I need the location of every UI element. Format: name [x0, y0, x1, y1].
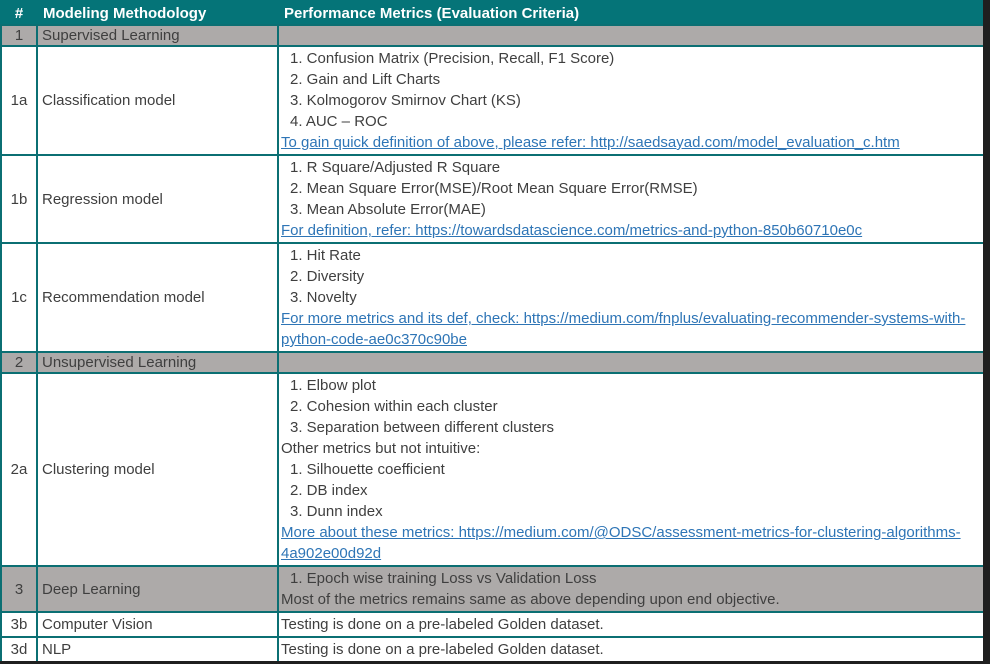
header-row	[1, 1, 987, 25]
table-row-1b	[1, 155, 987, 243]
metrics-line: 2. DB index	[290, 482, 368, 499]
metrics-cell	[278, 352, 987, 373]
row-number: 3b	[1, 612, 37, 637]
section-row-2	[1, 352, 987, 373]
methodology-cell: Clustering model	[37, 373, 278, 566]
methodology-cell: Classification model	[37, 46, 278, 155]
metrics-cell	[278, 566, 987, 612]
metrics-link[interactable]: To gain quick definition of above, please refer: http://saedsayad.com/model_evaluation_c.htm	[281, 134, 900, 151]
metrics-line: 1. Elbow plot	[290, 377, 376, 394]
table-row-2a	[1, 373, 987, 566]
metrics-line: Testing is done on a pre-labeled Golden dataset.	[281, 616, 604, 633]
row-number: 1b	[1, 155, 37, 243]
methodology-cell: Deep Learning	[37, 566, 278, 612]
methodology-cell: Supervised Learning	[37, 25, 278, 46]
row-number: 3	[1, 566, 37, 612]
table-row-3d	[1, 637, 987, 663]
header-number: #	[1, 1, 37, 25]
metrics-line: 2. Cohesion within each cluster	[290, 398, 498, 415]
metrics-line: 3. Kolmogorov Smirnov Chart (KS)	[290, 92, 521, 109]
methodology-cell: NLP	[37, 637, 278, 663]
header-methodology: Modeling Methodology	[37, 1, 278, 25]
metrics-line: 1. Confusion Matrix (Precision, Recall, F1 Score)	[290, 50, 615, 67]
row-number: 1a	[1, 46, 37, 155]
methodology-cell: Computer Vision	[37, 612, 278, 637]
metrics-cell	[278, 155, 987, 243]
metrics-line: 3. Mean Absolute Error(MAE)	[290, 201, 486, 218]
section-row-1	[1, 25, 987, 46]
metrics-line: Most of the metrics remains same as above depending upon end objective.	[281, 591, 780, 608]
metrics-line: 1. Silhouette coefficient	[290, 461, 445, 478]
methodology-cell: Recommendation model	[37, 243, 278, 352]
metrics-line: 2. Diversity	[290, 268, 365, 285]
section-row-3	[1, 566, 987, 612]
metrics-cell	[278, 243, 987, 352]
row-number: 3d	[1, 637, 37, 663]
table-header	[1, 1, 987, 25]
metrics-line: Other metrics but not intuitive:	[281, 440, 481, 457]
table-row-1a	[1, 46, 987, 155]
row-number: 2a	[1, 373, 37, 566]
metrics-line: 4. AUC – ROC	[290, 113, 388, 130]
metrics-cell	[278, 373, 987, 566]
metrics-line: 1. Hit Rate	[290, 247, 361, 264]
metrics-line: 3. Novelty	[290, 289, 357, 306]
metrics-line: 1. Epoch wise training Loss vs Validation Loss	[290, 570, 597, 587]
metrics-line: 3. Dunn index	[290, 503, 383, 520]
metrics-link[interactable]: For definition, refer: https://towardsdatascience.com/metrics-and-python-850b60710e0c	[281, 222, 863, 239]
row-number: 1	[1, 25, 37, 46]
metrics-link[interactable]: More about these metrics: https://medium.com/@ODSC/assessment-metrics-for-clustering-algorithms-4a902e00d92d	[281, 524, 961, 562]
metrics-cell	[278, 46, 987, 155]
table-row-3b	[1, 612, 987, 637]
methodology-cell: Unsupervised Learning	[37, 352, 278, 373]
metrics-cell	[278, 25, 987, 46]
table-row-1c	[1, 243, 987, 352]
metrics-line: Testing is done on a pre-labeled Golden dataset.	[281, 641, 604, 658]
table-body	[1, 25, 987, 663]
metrics-cell	[278, 637, 987, 663]
metrics-line: 2. Mean Square Error(MSE)/Root Mean Square Error(RMSE)	[290, 180, 698, 197]
row-number: 2	[1, 352, 37, 373]
metrics-line: 2. Gain and Lift Charts	[290, 71, 441, 88]
row-number: 1c	[1, 243, 37, 352]
methodology-cell: Regression model	[37, 155, 278, 243]
metrics-line: 1. R Square/Adjusted R Square	[290, 159, 501, 176]
metrics-link[interactable]: For more metrics and its def, check: https://medium.com/fnplus/evaluating-recommender-systems-with-python-code-ae0c370c90be	[281, 310, 966, 348]
metrics-cell	[278, 612, 987, 637]
header-metrics: Performance Metrics (Evaluation Criteria)	[278, 1, 987, 25]
metrics-line: 3. Separation between different clusters	[290, 419, 555, 436]
